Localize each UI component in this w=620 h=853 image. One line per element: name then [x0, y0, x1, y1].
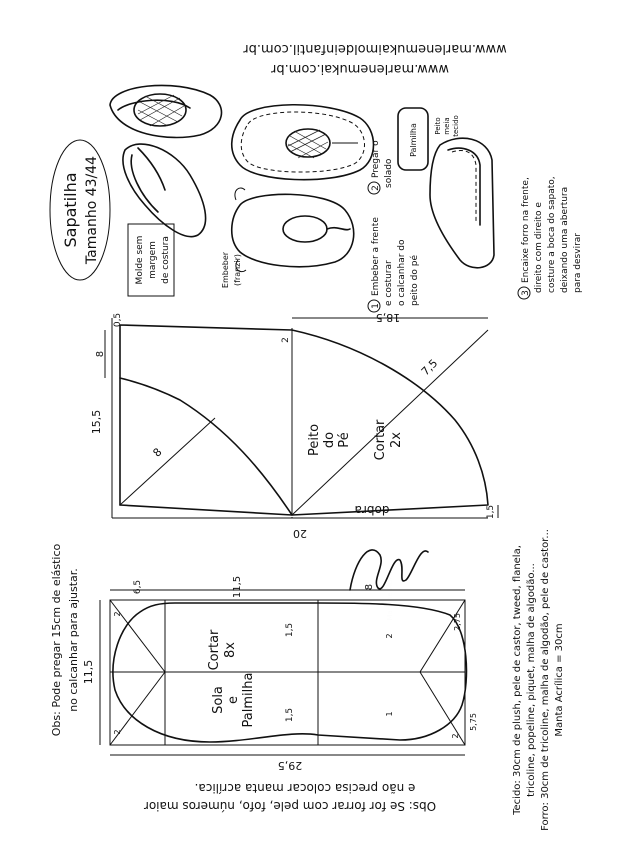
sole-cut — [207, 629, 238, 670]
embeber-label: Embeber — [221, 251, 230, 289]
peito-dim-corner: 0,5 — [113, 312, 123, 328]
step-2-line-2: solado — [384, 158, 394, 188]
peito-label-2: meia — [443, 117, 451, 135]
sole-dim-heel-right: 2,75 — [453, 613, 462, 631]
title-size: Tamanho 43/44 — [84, 155, 100, 265]
materials-4: Manta Acrílica = 30cm — [554, 623, 565, 737]
site-url-1: www.marlenemukai.com.br — [270, 61, 450, 76]
step-2 — [368, 140, 394, 194]
shoe-illustration-side — [123, 144, 206, 237]
materials-2: tricoline, popeline, piquet, malha de algodão... — [526, 563, 537, 797]
peito-dim-diag-left: 8 — [150, 445, 165, 460]
peito-label-1: Peito — [307, 423, 322, 457]
sole-corner-a: 2 — [113, 611, 122, 617]
materials-3: Forro: 30cm de tricoline, malha de algodão, pele de castor... — [540, 529, 551, 831]
step-3-line-1: Encaixe forro na frente, — [521, 177, 531, 283]
peito-dim-height: 15,5 — [90, 409, 103, 435]
obs-bottom — [144, 781, 436, 813]
materials — [512, 529, 565, 831]
peito-label-1: Peito — [434, 117, 442, 135]
sole-dim-bottom-right: 5,75 — [469, 713, 478, 731]
finished-shoe-illustration — [430, 138, 494, 268]
sole-corner-c: 2 — [451, 733, 460, 739]
peito-label — [307, 424, 352, 456]
sole-corner-b: 2 — [113, 729, 122, 735]
signature-text: Marlene Mukai — [386, 569, 394, 621]
title-block — [50, 140, 110, 280]
mold-note — [128, 224, 174, 296]
shoe-illustration-top — [110, 85, 221, 137]
step-3-line-2: direito com direito e — [534, 202, 544, 293]
peito-do-pe-piece — [90, 311, 498, 540]
step-3-line-5: para desvirar — [573, 233, 583, 293]
mold-note-2: margem — [148, 241, 158, 279]
step-1-line-2: e costurar — [384, 260, 394, 306]
title-name: Sapatilha — [61, 172, 80, 248]
step-3-number: 3 — [521, 290, 531, 296]
obs-top-2: no calcanhar para ajustar. — [67, 568, 80, 712]
franzir-label: (franzir) — [233, 253, 242, 287]
sole-label — [211, 673, 256, 728]
obs-top-1: Obs: Pode pregar 15cm de elástico — [50, 543, 63, 737]
signature — [350, 550, 428, 621]
peito-cut-1: Cortar — [373, 419, 388, 461]
sole-dim-waist-right: 1,5 — [285, 707, 295, 723]
peito-label-3: Pé — [337, 432, 352, 448]
peito-label-2: do — [322, 431, 337, 449]
sole-piece — [82, 576, 478, 772]
sole-dim-top-mid: 11,5 — [232, 575, 243, 599]
peito-cut — [373, 419, 404, 460]
materials-1: Tecido: 30cm de plush, pele de castor, tweed, flanela, — [512, 545, 523, 815]
step-1-line-4: peito do pé — [410, 255, 420, 306]
embeber-note — [221, 251, 242, 288]
step-2-line-1: Pregar o — [371, 140, 381, 178]
peito-dim-top: 18,5 — [375, 311, 401, 324]
sole-label-3: Palmilha — [241, 672, 256, 728]
step-1 — [368, 217, 420, 312]
obs-bottom-2: e não precisa colocar manta acrílica. — [194, 781, 416, 795]
obs-bottom-1: Obs: Se for forrar com pele, fofo, números maior — [143, 799, 437, 813]
step-1-line-3: o calcanhar do — [397, 239, 407, 306]
step-3-line-3: costure a boca do sapato, — [547, 176, 557, 293]
peito-cut-2: 2x — [389, 432, 404, 448]
sole-dim-top-right: 8 — [364, 583, 375, 591]
website-urls — [243, 41, 507, 76]
sole-dim-total: 29,5 — [277, 759, 303, 772]
site-url-2: www.marlenemukaimoldeinfantil.com.br — [243, 41, 507, 56]
peito-dim-total: 20 — [293, 527, 307, 540]
sole-small-b: 1 — [385, 711, 394, 717]
obs-top — [50, 543, 80, 736]
peito-dim-bottom-right: 1,5 — [486, 504, 496, 520]
step-3 — [518, 176, 583, 299]
step-1-number: 1 — [371, 303, 381, 309]
peito-dim-left-top: 8 — [95, 350, 106, 358]
sole-illustration-2 — [232, 188, 354, 272]
sole-dim-top-left: 6,5 — [133, 579, 143, 595]
sole-label-2: e — [226, 696, 241, 704]
sole-cut-2: 8x — [223, 642, 238, 658]
peito-dim-diag-right: 7,5 — [418, 356, 441, 379]
mold-note-3: de costura — [161, 236, 171, 284]
sole-dim-height: 11,5 — [82, 659, 95, 685]
palmilha-label: Palmilha — [409, 123, 418, 157]
sole-label-1: Sola — [211, 686, 226, 714]
sole-small-a: 2 — [385, 633, 394, 639]
peito-label-3: tecido — [452, 115, 460, 137]
peito-fold: dobra — [354, 503, 390, 517]
title-ellipse — [50, 140, 110, 280]
peito-dim-top-right: 2 — [281, 337, 291, 343]
step-3-line-4: deixando uma abertura — [560, 186, 570, 293]
sole-dim-waist-left: 1,5 — [285, 622, 295, 638]
sole-illustration-1 — [232, 105, 374, 180]
step-1-line-1: Embeber a frente — [371, 217, 381, 296]
sole-cut-1: Cortar — [207, 629, 222, 671]
mold-note-1: Molde sem — [135, 235, 145, 285]
step-2-number: 2 — [371, 185, 381, 191]
